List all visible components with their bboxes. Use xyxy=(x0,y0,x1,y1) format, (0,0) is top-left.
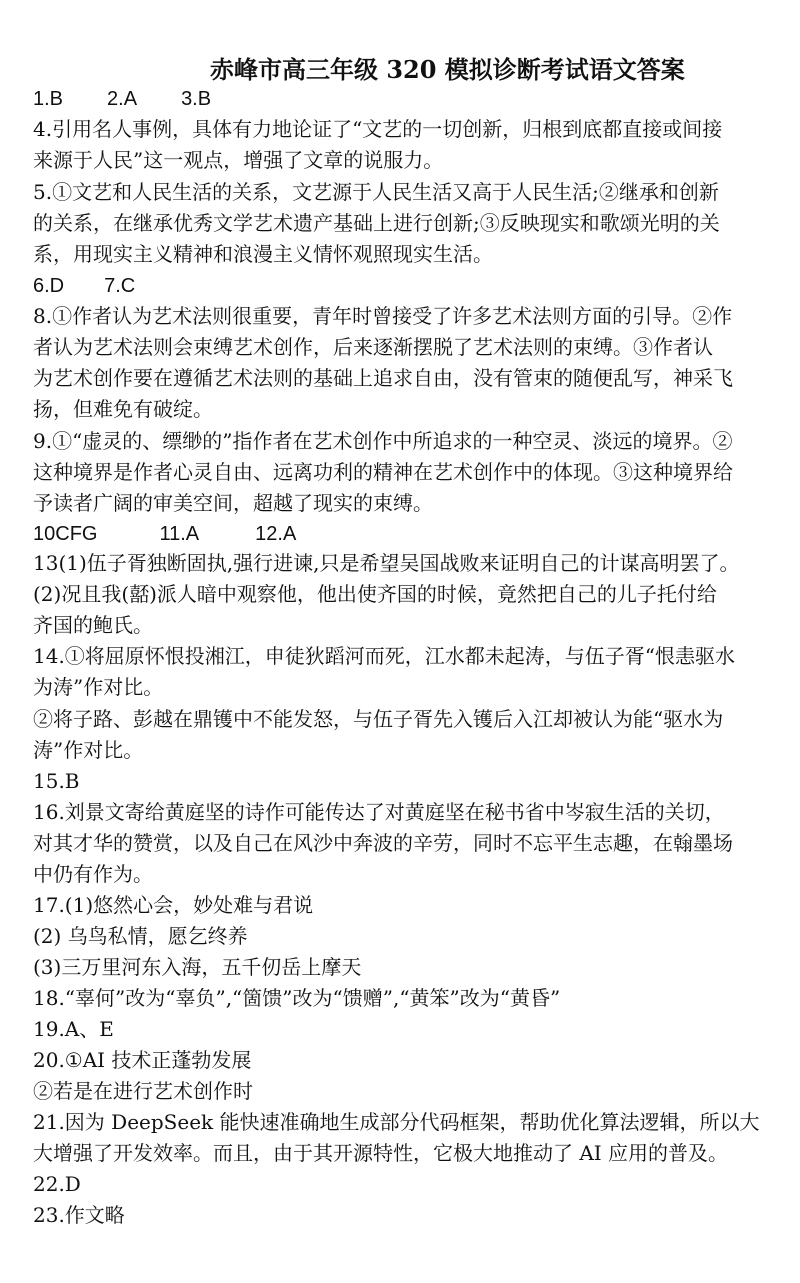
answer-8-line-4: 扬，但难免有破绽。 xyxy=(33,397,213,421)
answer-21-line-1: 21.因为 DeepSeek 能快速准确地生成部分代码框架，帮助优化算法逻辑，所以大 xyxy=(33,1110,760,1134)
answer-13-line-3: 齐国的鲍氏。 xyxy=(33,613,153,637)
answer-12: 12.A xyxy=(255,523,297,545)
answer-5-line-1: 5.①文艺和人民生活的关系，文艺源于人民生活又高于人民生活;②继承和创新 xyxy=(33,180,719,204)
answer-line-1-3 xyxy=(33,84,793,114)
answer-20-line-1: 20.①AI 技术正蓬勃发展 xyxy=(33,1048,252,1072)
answer-16-line-1: 16.刘景文寄给黄庭坚的诗作可能传达了对黄庭坚在秘书省中岑寂生活的关切， xyxy=(33,800,725,824)
answer-4-line-2: 来源于人民”这一观点，增强了文章的说服力。 xyxy=(33,148,444,172)
answer-line-10-12 xyxy=(33,519,793,549)
answer-14-line-4: 涛”作对比。 xyxy=(33,738,144,762)
answer-17-line-1: 17.(1)悠然心会，妙处难与君说 xyxy=(33,893,314,917)
answer-9-line-1: 9.①“虚灵的、缥缈的”指作者在艺术创作中所追求的一种空灵、淡远的境界。② xyxy=(33,429,733,453)
answer-9-line-3: 予读者广阔的审美空间，超越了现实的束缚。 xyxy=(33,491,433,515)
answer-4-line-1: 4.引用名人事例，具体有力地论证了“文艺的一切创新，归根到底都直接或间接 xyxy=(33,117,723,141)
answer-14-line-3: ②将子路、彭越在鼎镬中不能发怒，与伍子胥先入镬后入江却被认为能“驱水为 xyxy=(33,707,724,731)
answer-6: 6.D xyxy=(33,275,65,297)
answer-21-line-2: 大增强了开发效率。而且，由于其开源特性，它极大地推动了 AI 应用的普及。 xyxy=(33,1141,729,1165)
answer-7: 7.C xyxy=(104,275,136,297)
answer-18: 18.“辜何”改为“辜负”,“箇馈”改为“馈赠”,“黄笨”改为“黄昏” xyxy=(33,986,561,1010)
answer-10: 10CFG xyxy=(33,523,98,545)
answer-3: 3.B xyxy=(181,88,212,110)
answer-5-line-2: 的关系，在继承优秀文学艺术遗产基础上进行创新;③反映现实和歌颂光明的关 xyxy=(33,211,720,235)
answer-11: 11.A xyxy=(159,523,200,545)
answer-5-line-3: 系，用现实主义精神和浪漫主义情怀观照现实生活。 xyxy=(33,242,493,266)
answer-20-line-2: ②若是在进行艺术创作时 xyxy=(33,1079,253,1103)
answer-17-line-3: (3)三万里河东入海，五千仞岳上摩天 xyxy=(33,955,362,979)
answer-8-line-3: 为艺术创作要在遵循艺术法则的基础上追求自由，没有管束的随便乱写，神采飞 xyxy=(33,366,733,390)
answer-14-line-1: 14.①将屈原怀恨投湘江，申徒狄蹈河而死，江水都未起涛，与伍子胥“恨恚驱水 xyxy=(33,644,736,668)
page-title: 赤峰市高三年级 320 模拟诊断考试语文答案 xyxy=(210,55,685,84)
answer-9-line-2: 这种境界是作者心灵自由、远离功利的精神在艺术创作中的体现。③这种境界给 xyxy=(33,460,733,484)
answer-16-line-2: 对其才华的赞赏，以及自己在风沙中奔波的辛劳，同时不忘平生志趣，在翰墨场 xyxy=(33,831,733,855)
answer-16-line-3: 中仍有作为。 xyxy=(33,862,153,886)
answer-2: 2.A xyxy=(107,88,138,110)
answer-14-line-2: 为涛”作对比。 xyxy=(33,675,164,699)
answer-19: 19.A、E xyxy=(33,1017,114,1041)
answer-8-line-2: 者认为艺术法则会束缚艺术创作，后来逐渐摆脱了艺术法则的束缚。③作者认 xyxy=(33,335,713,359)
answer-13-line-1: 13(1)伍子胥独断固执,强行进谏,只是希望吴国战败来证明自己的计谋高明罢了。 xyxy=(33,551,740,575)
answer-8-line-1: 8.①作者认为艺术法则很重要，青年时曾接受了许多艺术法则方面的引导。②作 xyxy=(33,304,733,328)
answer-15: 15.B xyxy=(33,769,80,793)
answer-17-line-2: (2) 乌鸟私情，愿乞终养 xyxy=(33,924,248,948)
answer-1: 1.B xyxy=(33,88,64,110)
answer-line-6-7 xyxy=(33,271,793,301)
answer-13-line-2: (2)况且我(嚭)派人暗中观察他，他出使齐国的时候，竟然把自己的儿子托付给 xyxy=(33,582,717,606)
answer-23: 23.作文略 xyxy=(33,1203,125,1227)
answer-22: 22.D xyxy=(33,1172,81,1196)
